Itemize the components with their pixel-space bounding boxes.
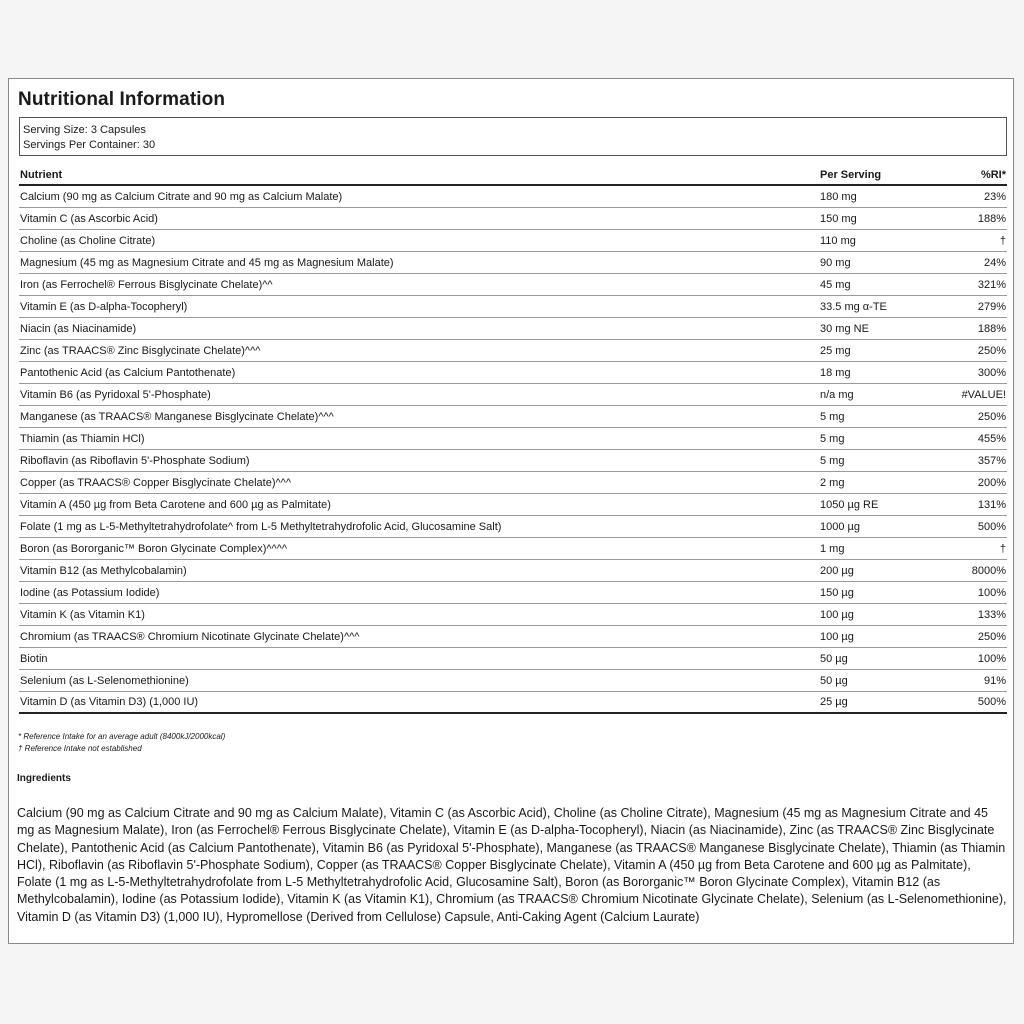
page-title: Nutritional Information xyxy=(18,89,226,110)
table-row xyxy=(19,538,1007,560)
nutrient-cell: Manganese (as TRAACS® Manganese Bisglycinate Chelate)^^^ xyxy=(20,410,334,423)
table-row xyxy=(19,406,1007,428)
nutrient-cell: Calcium (90 mg as Calcium Citrate and 90 mg as Calcium Malate) xyxy=(20,190,343,203)
nutrient-cell: Boron (as Bororganic™ Boron Glycinate Complex)^^^^ xyxy=(20,542,288,555)
ri-cell: 250% xyxy=(977,410,1006,423)
table-row xyxy=(19,186,1007,208)
ri-cell: #VALUE! xyxy=(961,388,1006,401)
nutrient-cell: Pantothenic Acid (as Calcium Pantothenate) xyxy=(20,366,236,379)
header-per-serving: Per Serving xyxy=(820,168,882,181)
per-serving-cell: 1000 µg xyxy=(820,520,860,533)
nutrient-cell: Thiamin (as Thiamin HCl) xyxy=(20,432,145,445)
per-serving-cell: 50 µg xyxy=(820,674,848,687)
table-row xyxy=(19,340,1007,362)
table-row xyxy=(19,362,1007,384)
table-row xyxy=(19,472,1007,494)
per-serving-cell: 25 mg xyxy=(820,344,851,357)
table-row xyxy=(19,626,1007,648)
nutrient-cell: Biotin xyxy=(20,652,48,665)
nutrient-table xyxy=(19,165,1007,714)
serving-info-box xyxy=(19,117,1007,156)
ri-cell: 100% xyxy=(977,586,1006,599)
ri-cell: 500% xyxy=(977,696,1006,708)
nutrient-cell: Iron (as Ferrochel® Ferrous Bisglycinate Chelate)^^ xyxy=(20,278,273,291)
ri-cell: † xyxy=(999,542,1006,555)
ri-cell: 321% xyxy=(977,278,1006,291)
ri-cell: 24% xyxy=(983,256,1006,269)
table-row xyxy=(19,296,1007,318)
ingredients-title: Ingredients xyxy=(17,773,71,784)
ri-cell: 131% xyxy=(977,498,1006,511)
ri-cell: 455% xyxy=(977,432,1006,445)
per-serving-cell: 90 mg xyxy=(820,256,851,269)
per-serving-cell: 25 µg xyxy=(820,696,848,708)
per-serving-cell: 100 µg xyxy=(820,608,854,621)
per-serving-cell: 5 mg xyxy=(820,432,845,445)
table-row xyxy=(19,274,1007,296)
per-serving-cell: 50 µg xyxy=(820,652,848,665)
nutrient-cell: Vitamin E (as D-alpha-Tocopheryl) xyxy=(20,300,188,313)
per-serving-cell: 100 µg xyxy=(820,630,854,643)
nutrient-cell: Choline (as Choline Citrate) xyxy=(20,234,156,247)
nutrient-cell: Vitamin D (as Vitamin D3) (1,000 IU) xyxy=(20,696,199,708)
table-header-row xyxy=(19,165,1007,186)
table-row xyxy=(19,648,1007,670)
footnotes xyxy=(18,731,225,755)
ri-cell: 250% xyxy=(977,630,1006,643)
nutrient-cell: Copper (as TRAACS® Copper Bisglycinate Chelate)^^^ xyxy=(20,476,291,489)
nutrient-cell: Chromium (as TRAACS® Chromium Nicotinate Glycinate Chelate)^^^ xyxy=(20,630,360,643)
serving-size: Serving Size: 3 Capsules xyxy=(23,124,146,136)
ri-cell: 188% xyxy=(977,212,1006,225)
per-serving-cell: 2 mg xyxy=(820,476,845,489)
per-serving-cell: n/a mg xyxy=(820,388,854,401)
per-serving-cell: 180 mg xyxy=(820,190,857,203)
nutrient-cell: Iodine (as Potassium Iodide) xyxy=(20,586,160,599)
per-serving-cell: 110 mg xyxy=(820,234,856,247)
servings-per-container: Servings Per Container: 30 xyxy=(23,139,156,151)
ri-cell: 500% xyxy=(977,520,1006,533)
table-row xyxy=(19,582,1007,604)
nutrient-cell: Vitamin B12 (as Methylcobalamin) xyxy=(20,564,187,577)
per-serving-cell: 45 mg xyxy=(820,278,851,291)
ingredients-text: Calcium (90 mg as Calcium Citrate and 90 mg as Calcium Malate), Vitamin C (as Ascorbic Acid), Choline (as Choline Citrate), Magnesium (45 mg as Magnesium Citrate and 45 mg as Magnesium Malate), Iron (as Ferrochel® Ferrous Bisglycinate Chelate), Vitamin E (as D-alpha-Tocopheryl), Niacin (as Niacinamide), Zinc (as TRAACS® Zinc Bisglycinate Chelate), Pantothenic Acid (as Calcium Pantothenate), Vitamin B6 (as Pyridoxal 5'-Phosphate), Manganese (as TRAACS® Manganese Bisglycinate Chelate), Thiamin (as Thiamin HCl), Riboflavin (as Riboflavin 5'-Phosphate Sodium), Copper (as TRAACS® Copper Bisglycinate Chelate), Vitamin A (450 µg from Beta Carotene and 600 µg as Palmitate), Folate (1 mg as L-5-Methyltetrahydrofolate from L-5 Methyltetrahydrofolic Acid, Glucosamine Salt), Boron (as Bororganic™ Boron Glycinate Complex), Vitamin B12 (as Methylcobalamin), Iodine (as Potassium Iodide), Vitamin K (as Vitamin K1), Chromium (as TRAACS® Chromium Nicotinate Glycinate Chelate), Selenium (as L-Selenomethionine), Vitamin D (as Vitamin D3) (1,000 IU), Hypromellose (Derived from Cellulose) Capsule, Anti-Caking Agent (Calcium Laurate) xyxy=(17,806,1007,924)
table-row xyxy=(19,252,1007,274)
per-serving-cell: 5 mg xyxy=(820,410,845,423)
ri-cell: 200% xyxy=(977,476,1006,489)
per-serving-cell: 5 mg xyxy=(820,454,845,467)
header-ri: %RI* xyxy=(980,168,1006,181)
footnote-ri: * Reference Intake for an average adult (8400kJ/2000kcal) xyxy=(18,732,226,741)
table-row xyxy=(19,318,1007,340)
nutrient-cell: Zinc (as TRAACS® Zinc Bisglycinate Chelate)^^^ xyxy=(20,344,261,357)
nutrient-cell: Vitamin K (as Vitamin K1) xyxy=(20,608,145,621)
table-row xyxy=(19,428,1007,450)
nutrient-cell: Riboflavin (as Riboflavin 5'-Phosphate Sodium) xyxy=(20,454,250,467)
nutrition-panel xyxy=(8,78,1014,944)
per-serving-cell: 150 mg xyxy=(820,212,857,225)
nutrient-cell: Magnesium (45 mg as Magnesium Citrate and 45 mg as Magnesium Malate) xyxy=(20,256,394,269)
per-serving-cell: 1050 µg RE xyxy=(820,498,879,511)
nutrient-cell: Vitamin C (as Ascorbic Acid) xyxy=(20,212,158,225)
nutrient-cell: Vitamin A (450 µg from Beta Carotene and 600 µg as Palmitate) xyxy=(20,498,331,511)
table-body xyxy=(19,186,1007,714)
ri-cell: 300% xyxy=(977,366,1006,379)
table-row xyxy=(19,604,1007,626)
ri-cell: 279% xyxy=(977,300,1006,313)
per-serving-cell: 1 mg xyxy=(820,542,845,555)
ri-cell: 188% xyxy=(977,322,1006,335)
ri-cell: 100% xyxy=(977,652,1006,665)
ri-cell: 133% xyxy=(977,608,1006,621)
table-row xyxy=(19,692,1007,714)
footnote-not-established: † Reference Intake not established xyxy=(18,744,142,753)
per-serving-cell: 30 mg NE xyxy=(820,322,869,335)
ri-cell: 357% xyxy=(977,454,1006,467)
nutrient-cell: Selenium (as L-Selenomethionine) xyxy=(20,674,189,687)
table-row xyxy=(19,494,1007,516)
table-row xyxy=(19,560,1007,582)
per-serving-cell: 18 mg xyxy=(820,366,851,379)
ri-cell: 250% xyxy=(977,344,1006,357)
nutrient-cell: Folate (1 mg as L-5-Methyltetrahydrofolate^ from L-5 Methyltetrahydrofolic Acid, Glucosamine Salt) xyxy=(20,520,502,533)
nutrient-cell: Vitamin B6 (as Pyridoxal 5'-Phosphate) xyxy=(20,388,211,401)
table-row xyxy=(19,230,1007,252)
table-row xyxy=(19,208,1007,230)
per-serving-cell: 150 µg xyxy=(820,586,854,599)
table-row xyxy=(19,450,1007,472)
table-row xyxy=(19,516,1007,538)
nutrient-cell: Niacin (as Niacinamide) xyxy=(20,322,137,335)
per-serving-cell: 200 µg xyxy=(820,564,854,577)
ri-cell: 8000% xyxy=(971,564,1006,577)
ri-cell: 23% xyxy=(983,190,1006,203)
per-serving-cell: 33.5 mg α-TE xyxy=(820,300,887,313)
table-row xyxy=(19,670,1007,692)
ri-cell: † xyxy=(999,234,1006,247)
ri-cell: 91% xyxy=(983,674,1006,687)
header-nutrient: Nutrient xyxy=(20,168,63,181)
table-row xyxy=(19,384,1007,406)
